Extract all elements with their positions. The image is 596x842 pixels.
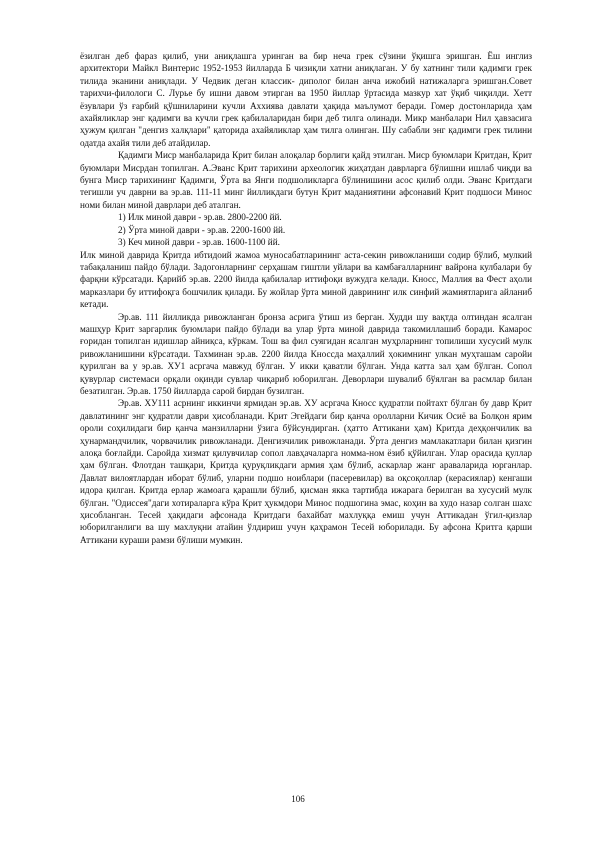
period-list-item-early: 1) Илк миной даври - эр.ав. 2800-2200 йй. <box>118 212 282 223</box>
paragraph-linear-b: ёзилган деб фараз қилиб, уни аниқлашга уринган ва бир неча грек сўзини ўқишга эришган. Ёш инглиз архитектори Майкл Винтерис 1952-1953 йилларда Б чизиқли хатни аниқлаган. У бу хатнинг тили қадимги грек тилида эканини аниқлади. У Чедвик деган классик- диполог билан анча ижобий натижаларга эришган.Совет тарихчи-филологи С. Лурье бу ишни давом этирган ва 1950 йиллар ўртасида мазкур хат ўқиб чиқилди. Хетт ёзувлари ўз ғарбий қўшниларини кучли Аххиява давлати ҳақида маълумот беради. Гомер достонларида ҳам ахайяликлар энг қадимги ва кучли грек қабилаларидан бири деб тилга олинади. Микр манбалари Нил ҳавзасига ҳужум қилган "денгиз халқлари" қаторида ахайяликлар ҳам тилга олинган. Шу сабабли энг қадимги грек тилини одатда ахайя тили деб атайдилар. <box>80 51 532 148</box>
paragraph-egypt-crete: Қадимги Миср манбаларида Крит билан алоқалар борлиги қайд этилган. Миср буюмлари Критдан, Крит буюмлари Мисрдан топилган. А.Эванс Крит тарихини археологик жиҳатдан даврларга бўлишни ишлаб чиқди ва бунга Миср тарихининг Қадимги, Ўрта ва Янги подшоликларга бўлинишини асос қилиб олди. Эванс Критдаги тегишли уч даврни ва эр.ав. 111-11 минг йилликдаги бутун Крит маданиятини афсонавий Крит подшоси Минос номи билан миной даврлари деб аталган. <box>80 150 532 210</box>
page-number: 106 <box>291 794 305 804</box>
page-body <box>80 50 532 546</box>
period-list-item-late: 3) Кеч миной даври - эр.ав. 1600-1100 йй. <box>118 237 280 248</box>
paragraph-knossos-power: Эр.ав. ХУ111 асрнинг иккинчи ярмидан эр.ав. ХУ асргача Кносс қудратли пойтахт бўлган бу давр Крит давлатининг энг қудратли даври ҳисобланади. Крит Эгейдаги бир қанча оролларни Кичик Осиё ва Болқон ярим ороли соҳилидаги бир қанча манзилларни ўзига бўйсундирган. (ҳатто Аттикани ҳам) Критда деҳқончилик ва ҳунармандчилик, чорвачилик ривожланади. Денгизчилик ривожланади. Ўрта денгиз мамлакатлари билан қизгин алоқа боғлайди. Саройда хизмат қилувчилар сопол лавҳачаларга номма-ном ёзиб қўйилган. Улар орасида қуллар ҳам бўлган. Флотдан ташқари, Критда қуруқликдаги армия ҳам бўлиб, аскарлар жанг араваларида юрганлар. Давлат вилоятлардан иборат бўлиб, уларни подшо ноиблари (пасеревилар) ва оқсоқоллар (керасиялар) кенгаши идора қилган. Критда ерлар жамоага қарашли бўлиб, қисман якка тартибда ижарага берилган ва хусусий мулк бўлган. "Одиссея"даги хотираларга кўра Крит ҳукмдори Минос подшогина эмас, коҳин ва худо назар солган шахс ҳисобланган. Тесей ҳақидаги афсонада Критдаги бахайбат махлуққа емиш учун Аттикадан ўгил-қизлар юборилганлиги ва шу махлуқни атайин ўлдириш учун қаҳрамон Тесей юборилади. Бу афсона Критга қарши Аттикани кураши рамзи бўлиши мумкин. <box>80 398 532 545</box>
paragraph-early-minoan: Илк миной даврида Критда ибтидоий жамоа муносабатларининг аста-секин ривожланиши содир бўлиб, мулкий табақаланиш пайдо бўлади. Задогонларнинг серҳашам гиштли уйлари ва камбағалларнинг вайрона кулбалари бу фарқни кўрсатади. Қарийб эр.ав. 2200 йилда қабилалар иттифоқи вужудга келади. Кносс, Маллия ва Фест аҳоли марказлари бу иттифоқга бошчилик қилади. Бу жойлар ўрта миной даврининг илк синфий жамиятларига айланиб кетади. <box>80 249 532 310</box>
paragraph-bronze-age: Эр.ав. 111 йилликда ривожланган бронза асрига ўтиш из берган. Худди шу вақтда олтиндан ясалган машҳур Крит заргарлик буюмлари пайдо бўлади ва улар ўрта миной даврида такомиллашиб боради. Камарос ғоридан топилган идишлар айниқса, кўркам. Тош ва фил суягидан ясалган муҳрларнинг топилиши хусусий мулк ривожланишини кўрсатади. Тахминан эр.ав. 2200 йилда Кноссда маҳаллий ҳокимнинг улкан муҳташам саройи қурилган ва у эр.ав. ХУ1 асргача мавжуд бўлган. У икки қаватли бўлган. Унда катта зал ҳам бўлган. Сопол қувурлар системаси орқали оқинди сувлар чиқариб юборилган. Деворлари шувалиб бўялган ва расмлар билан безатилган. Эр.ав. 1750 йилларда сарой бирдан бузилган. <box>80 311 532 396</box>
period-list-item-middle: 2) Ўрта миной даври - эр.ав. 2200-1600 йй. <box>118 224 286 235</box>
